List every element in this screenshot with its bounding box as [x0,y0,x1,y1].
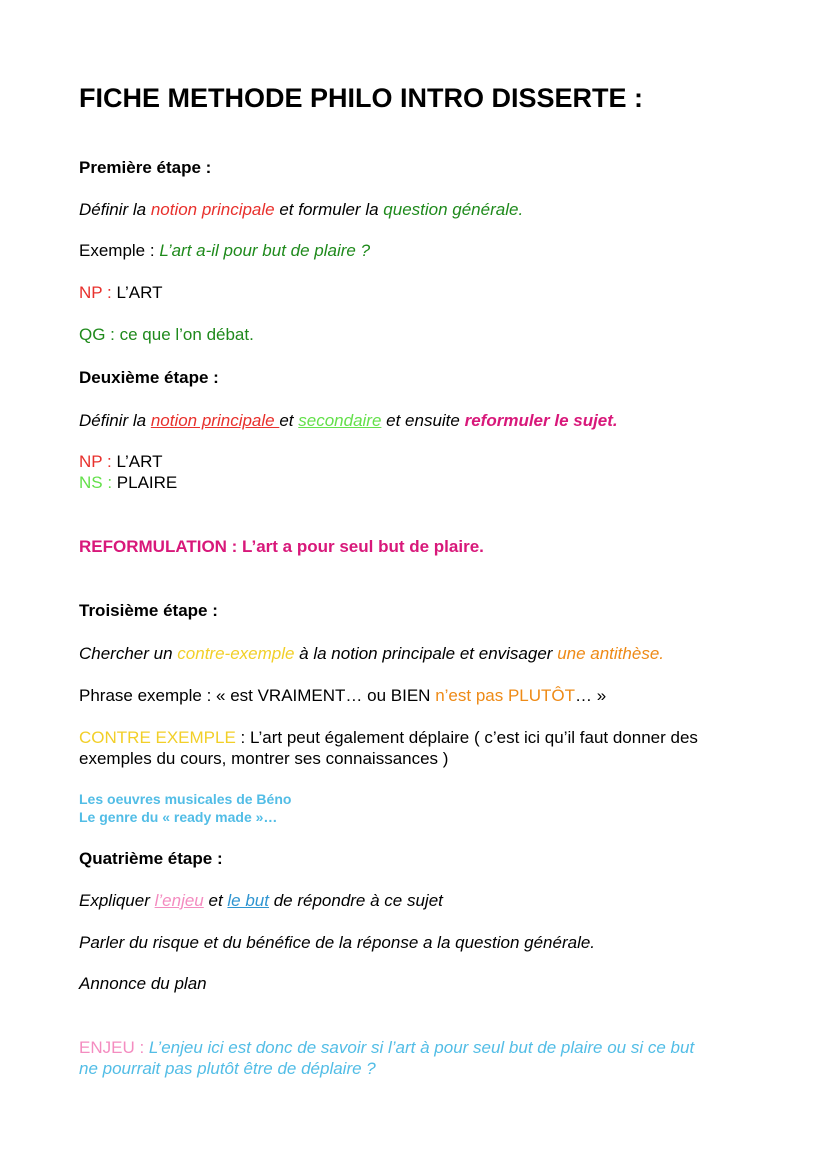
text: : L’art peut également déplaire ( c’est ici qu’il faut donner des [235,728,698,747]
example-label: Exemple : [79,241,160,260]
text: … » [575,686,607,705]
text: Expliquer [79,891,155,910]
enjeu-line2: ne pourrait pas plutôt être de déplaire ? [79,1059,376,1078]
phrase-example [79,685,606,706]
plutot-highlight: n’est pas PLUTÔT [435,686,576,705]
step1-example [79,240,370,261]
enjeu-highlight: l’enjeu [154,891,204,910]
contre-exemple-line2: exemples du cours, montrer ses connaissances ) [79,749,449,768]
text: et formuler la [274,200,384,219]
text: Définir la [79,411,151,430]
page-title: FICHE METHODE PHILO INTRO DISSERTE : [79,83,644,113]
step3-heading: Troisième étape : [79,601,218,620]
np-value: L’ART [116,283,163,302]
step1-qg: QG : ce que l’on débat. [79,325,254,344]
text: à la notion principale et envisager [294,644,558,663]
text: Définir la [79,200,151,219]
step1-np [79,282,162,303]
text: et [203,891,228,910]
text: de répondre à ce sujet [268,891,443,910]
step3-instruction [79,643,664,664]
text: et ensuite [381,411,465,430]
np-highlight: notion principale [150,411,280,430]
example-item-1: Les oeuvres musicales de Béno [79,791,292,807]
text: et [279,411,299,430]
contre-exemple-highlight: contre-exemple [177,644,295,663]
reformulate-highlight: reformuler le sujet. [464,411,618,430]
step4-instruction [79,890,443,911]
step1-heading: Première étape : [79,158,212,177]
antithese-highlight: une antithèse. [557,644,664,663]
ns-highlight: secondaire [298,411,382,430]
np-value: L’ART [116,452,163,471]
step4-line3: Annonce du plan [79,974,207,993]
reformulation: REFORMULATION : L’art a pour seul but de plaire. [79,537,484,556]
qg-highlight: question générale. [383,200,524,219]
step2-instruction [79,410,618,431]
text: Chercher un [79,644,178,663]
example-text: L’art a-il pour but de plaire ? [159,241,371,260]
step4-line2: Parler du risque et du bénéfice de la réponse a la question générale. [79,933,596,952]
step2-ns [79,472,177,493]
enjeu-line1 [79,1037,694,1058]
ns-label: NS : [79,473,117,492]
np-label: NP : [79,283,117,302]
enjeu-text: L’enjeu ici est donc de savoir si l’art à pour seul but de plaire ou si ce but [148,1038,695,1057]
step2-np [79,451,162,472]
but-highlight: le but [227,891,269,910]
np-label: NP : [79,452,117,471]
enjeu-label: ENJEU : [79,1038,149,1057]
step4-heading: Quatrième étape : [79,849,223,868]
ns-value: PLAIRE [116,473,178,492]
step2-heading: Deuxième étape : [79,368,219,387]
np-highlight: notion principale [150,200,275,219]
contre-exemple-label: CONTRE EXEMPLE [79,728,236,747]
example-item-2: Le genre du « ready made »… [79,809,278,825]
step1-instruction [79,199,523,220]
text: Phrase exemple : « est VRAIMENT… ou BIEN [79,686,436,705]
contre-exemple-line1 [79,727,698,748]
